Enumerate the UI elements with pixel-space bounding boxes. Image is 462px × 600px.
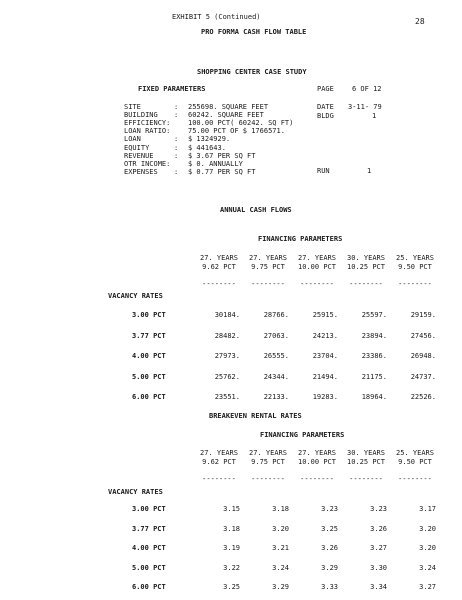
param-value: $ 0. ANNUALLY	[188, 159, 243, 168]
run-label: RUN	[317, 167, 330, 175]
table-cell: 25597.	[361, 311, 387, 319]
column-divider: --------	[251, 475, 285, 483]
table-cell: 3.33	[321, 583, 338, 591]
param-value: 100.00 PCT( 60242. SQ FT)	[188, 119, 294, 128]
table-cell: 29159.	[410, 311, 436, 319]
column-years: 27. YEARS	[298, 449, 336, 457]
table-cell: 3.19	[223, 544, 240, 552]
column-divider: --------	[300, 280, 334, 288]
column-rate: 9.50 PCT	[398, 263, 432, 271]
table-cell: 3.26	[321, 544, 338, 552]
table-cell: 3.27	[370, 544, 387, 552]
case-title: SHOPPING CENTER CASE STUDY	[197, 68, 307, 76]
param-label: LOAN	[124, 135, 141, 144]
bldg-value: 1	[372, 112, 377, 120]
param-value: 60242. SQUARE FEET	[188, 111, 264, 120]
bldg-label: BLDG	[317, 112, 334, 120]
table-cell: 18964.	[361, 393, 387, 401]
table-cell: 3.29	[272, 583, 289, 591]
param-label: BUILDING	[124, 111, 158, 120]
column-years: 27. YEARS	[200, 449, 238, 457]
table-cell: 22133.	[263, 393, 289, 401]
table-cell: 3.26	[370, 524, 387, 533]
param-label: SITE	[124, 103, 141, 111]
column-years: 30. YEARS	[347, 449, 385, 457]
param-separator: :	[174, 143, 179, 152]
column-years: 27. YEARS	[249, 449, 287, 457]
vacancy-rate: 5.00 PCT	[132, 372, 166, 381]
column-divider: --------	[300, 475, 334, 483]
column-years: 27. YEARS	[249, 254, 287, 262]
param-value: $ 3.67 PER SQ FT	[188, 151, 256, 160]
table-cell: 3.18	[223, 524, 240, 533]
vacancy-rates-label: VACANCY RATES	[108, 488, 163, 496]
param-value: $ 1324929.	[188, 135, 231, 144]
column-rate: 9.62 PCT	[202, 263, 236, 271]
table-cell: 25915.	[312, 311, 338, 319]
column-rate: 9.75 PCT	[251, 263, 285, 271]
table-cell: 3.27	[419, 583, 436, 591]
column-years: 30. YEARS	[347, 254, 385, 262]
date-label: DATE	[317, 103, 334, 111]
column-rate: 10.25 PCT	[347, 458, 385, 466]
param-separator: :	[174, 111, 179, 120]
column-divider: --------	[202, 280, 236, 288]
param-label: LOAN RATIO:	[124, 127, 171, 136]
table-title: PRO FORMA CASH FLOW TABLE	[201, 28, 307, 36]
table-cell: 3.23	[370, 505, 387, 513]
column-rate: 9.62 PCT	[202, 458, 236, 466]
param-separator: :	[174, 151, 179, 160]
table-cell: 19283.	[312, 393, 338, 401]
table-cell: 3.34	[370, 583, 387, 591]
column-rate: 9.75 PCT	[251, 458, 285, 466]
vacancy-rate: 3.77 PCT	[132, 331, 166, 340]
param-separator: :	[174, 167, 179, 176]
column-divider: --------	[251, 280, 285, 288]
vacancy-rate: 5.00 PCT	[132, 563, 166, 572]
param-label: OTR INCOME:	[124, 159, 171, 168]
column-years: 25. YEARS	[396, 449, 434, 457]
column-years: 27. YEARS	[200, 254, 238, 262]
table-cell: 3.30	[370, 563, 387, 572]
exhibit-label: EXHIBIT 5 (Continued)	[172, 13, 261, 21]
param-label: EQUITY	[124, 143, 150, 152]
column-divider: --------	[202, 475, 236, 483]
annual-fin-title: FINANCING PARAMETERS	[258, 235, 343, 243]
table-cell: 24213.	[312, 331, 338, 340]
vacancy-rate: 4.00 PCT	[132, 352, 166, 360]
breakeven-fin-title: FINANCING PARAMETERS	[260, 431, 345, 439]
column-divider: --------	[398, 280, 432, 288]
annual-title: ANNUAL CASH FLOWS	[220, 206, 292, 214]
page-label: PAGE	[317, 85, 334, 93]
param-value: $ 0.77 PER SQ FT	[188, 167, 256, 176]
page-value: 6 OF 12	[352, 85, 382, 93]
column-rate: 10.00 PCT	[298, 263, 336, 271]
table-cell: 3.20	[419, 544, 436, 552]
column-years: 27. YEARS	[298, 254, 336, 262]
table-cell: 3.17	[419, 505, 436, 513]
vacancy-rate: 3.00 PCT	[132, 505, 166, 513]
table-cell: 3.22	[223, 563, 240, 572]
table-cell: 3.21	[272, 544, 289, 552]
table-cell: 24344.	[263, 372, 289, 381]
table-cell: 3.23	[321, 505, 338, 513]
table-cell: 3.25	[321, 524, 338, 533]
table-cell: 27063.	[263, 331, 289, 340]
page-number: 28	[415, 17, 425, 26]
vacancy-rate: 6.00 PCT	[132, 393, 166, 401]
table-cell: 22526.	[410, 393, 436, 401]
param-label: REVENUE	[124, 151, 154, 160]
fixed-params-heading: FIXED PARAMETERS	[138, 85, 206, 93]
vacancy-rates-label: VACANCY RATES	[108, 292, 163, 300]
table-cell: 26948.	[410, 352, 436, 360]
table-cell: 3.29	[321, 563, 338, 572]
table-cell: 27456.	[410, 331, 436, 340]
table-cell: 23894.	[361, 331, 387, 340]
table-cell: 21175.	[361, 372, 387, 381]
param-label: EXPENSES	[124, 167, 158, 176]
table-cell: 3.24	[272, 563, 289, 572]
table-cell: 26555.	[263, 352, 289, 360]
vacancy-rate: 4.00 PCT	[132, 544, 166, 552]
table-cell: 3.20	[419, 524, 436, 533]
table-cell: 28766.	[263, 311, 289, 319]
table-cell: 3.20	[272, 524, 289, 533]
table-cell: 30184.	[214, 311, 240, 319]
table-cell: 24737.	[410, 372, 436, 381]
breakeven-title: BREAKEVEN RENTAL RATES	[209, 412, 302, 420]
table-cell: 27973.	[214, 352, 240, 360]
vacancy-rate: 3.77 PCT	[132, 524, 166, 533]
date-value: 3-11- 79	[348, 103, 382, 111]
param-separator: :	[174, 135, 179, 144]
param-value: $ 441643.	[188, 143, 226, 152]
table-cell: 28482.	[214, 331, 240, 340]
param-value: 255698. SQUARE FEET	[188, 103, 269, 111]
table-cell: 3.24	[419, 563, 436, 572]
table-cell: 23551.	[214, 393, 240, 401]
table-cell: 23704.	[312, 352, 338, 360]
column-divider: --------	[349, 475, 383, 483]
column-divider: --------	[398, 475, 432, 483]
param-value: 75.00 PCT OF $ 1766571.	[188, 127, 285, 136]
run-value: 1	[367, 167, 372, 175]
column-rate: 10.00 PCT	[298, 458, 336, 466]
column-rate: 10.25 PCT	[347, 263, 385, 271]
vacancy-rate: 3.00 PCT	[132, 311, 166, 319]
table-cell: 23386.	[361, 352, 387, 360]
column-years: 25. YEARS	[396, 254, 434, 262]
table-cell: 3.15	[223, 505, 240, 513]
column-divider: --------	[349, 280, 383, 288]
param-label: EFFICIENCY:	[124, 119, 171, 128]
table-cell: 25762.	[214, 372, 240, 381]
param-separator: :	[174, 103, 179, 111]
table-cell: 3.18	[272, 505, 289, 513]
table-cell: 3.25	[223, 583, 240, 591]
vacancy-rate: 6.00 PCT	[132, 583, 166, 591]
column-rate: 9.50 PCT	[398, 458, 432, 466]
table-cell: 21494.	[312, 372, 338, 381]
